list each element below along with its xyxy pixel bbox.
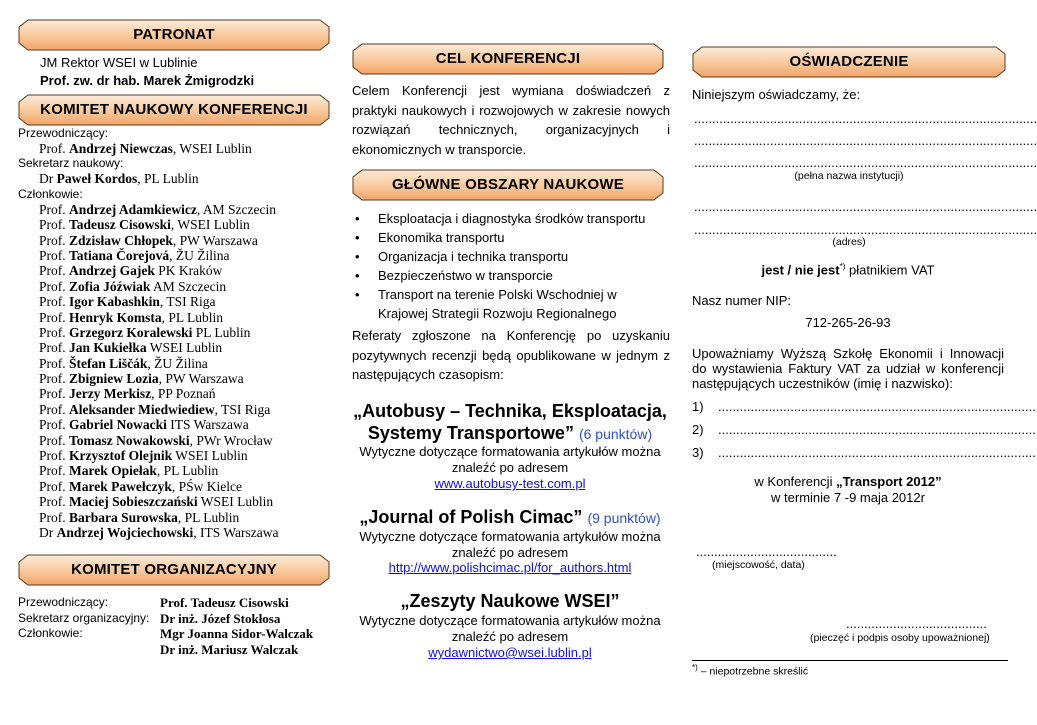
- signature-field[interactable]: .......................................: [846, 616, 987, 631]
- journal-link[interactable]: www.autobusy-test.com.pl: [434, 476, 586, 491]
- member-name: Andrzej Adamkiewicz: [69, 201, 197, 217]
- przewodniczacy-label: Przewodniczący:: [18, 126, 109, 140]
- cel-text: Celem Konferencji jest wymiana doświadczeń z praktyki naukowych i rozwojowych w zakresie nowych rozwiązań technicznych, organizacyjnych i ekonomicznych w transporcie.: [352, 83, 670, 157]
- member-affiliation: , TSI Riga: [159, 294, 216, 310]
- member-affiliation: , WSEI Lublin: [172, 141, 252, 156]
- member-prefix: Prof.: [39, 355, 69, 371]
- konferencja-name: „Transport 2012”: [836, 474, 942, 489]
- member-row: [18, 371, 338, 386]
- member-row: [18, 494, 338, 509]
- member-name: Gabriel Nowacki: [69, 417, 167, 433]
- member-name: Jan Kukiełka: [69, 340, 147, 356]
- member-name: Grzegorz Koralewski: [69, 324, 193, 340]
- member-prefix: Prof.: [39, 309, 69, 325]
- member-affiliation: , PP Poznań: [151, 386, 216, 402]
- member-row: [18, 279, 338, 294]
- nip-value: 712-265-26-93: [805, 315, 891, 330]
- member-name: Barbara Surowska: [69, 509, 178, 525]
- upowazniamy-text: Upoważniamy Wyższą Szkołę Ekonomii i Innowacji do wystawienia Faktury VAT za udział w konferencji następujących uczestników (imię i nazwisko):: [692, 346, 1004, 391]
- member-affiliation: , PL Lublin: [161, 309, 224, 325]
- list-item: [352, 228, 672, 247]
- patronat-title: PATRONAT: [133, 26, 215, 43]
- member-prefix: Prof.: [39, 232, 69, 248]
- sekretarz-member: [18, 171, 338, 186]
- member-prefix: Prof.: [39, 386, 69, 402]
- participant-number: 1): [692, 399, 704, 414]
- member-name: Henryk Komsta: [69, 309, 162, 325]
- member-row: [18, 356, 338, 371]
- journal-title: [345, 506, 675, 529]
- org-row: [18, 595, 338, 611]
- list-item-text: Transport na terenie Polski Wschodniej w Krajowej Strategii Rozwoju Regionalnego: [378, 287, 617, 321]
- member-prefix: Prof.: [39, 448, 69, 464]
- member-affiliation: WSEI Lublin: [172, 448, 248, 464]
- place-date-field[interactable]: .......................................: [696, 544, 837, 559]
- vat-status: [692, 262, 1004, 277]
- bullet-icon: •: [355, 268, 360, 283]
- member-row: [18, 217, 338, 232]
- komitet-org-list: [18, 595, 338, 657]
- org-row: [18, 642, 338, 658]
- cel-title: CEL KONFERENCJI: [435, 50, 581, 67]
- member-row: [18, 525, 338, 540]
- institution-line-1[interactable]: ...............................................................................................: [694, 111, 1037, 126]
- journal-name: „Journal of Polish Cimac”: [359, 507, 583, 527]
- member-row: [18, 386, 338, 401]
- member-name: Marek Pawełczyk: [69, 478, 172, 494]
- member-prefix: Prof.: [39, 401, 69, 417]
- member-affiliation: AM Szczecin: [150, 278, 227, 294]
- member-prefix: Prof.: [39, 509, 69, 525]
- komitet-naukowy-title: KOMITET NAUKOWY KONFERENCJI: [40, 101, 308, 118]
- member-name: Paweł Kordos: [56, 171, 138, 187]
- member-row: [18, 402, 338, 417]
- member-name: Jerzy Merkisz: [69, 386, 152, 402]
- list-item-text: Ekonomika transportu: [378, 230, 505, 245]
- obszary-list: [352, 209, 672, 323]
- signature-label: (pieczęć i podpis osoby upoważnionej): [810, 632, 990, 644]
- member-name: Andrzej Gajek: [69, 263, 155, 279]
- referaty-text: Referaty zgłoszone na Konferencję po uzyskaniu pozytywnych recenzji będą opublikowane w jednym z następujących czasopism:: [352, 328, 670, 382]
- participant-row: [692, 399, 1036, 414]
- member-name: Zdzisław Chłopek: [69, 232, 173, 248]
- komitet-naukowy-list: [18, 126, 338, 540]
- member-affiliation: , PL Lublin: [137, 171, 199, 187]
- termin-line: w terminie 7 -9 maja 2012r: [771, 490, 925, 505]
- member-name: Marek Opiełak: [69, 463, 157, 479]
- komitet-org-title: KOMITET ORGANIZACYJNY: [71, 561, 277, 578]
- member-name: Tatiana Čorejová: [69, 247, 170, 263]
- member-name: Tadeusz Cisowski: [69, 217, 171, 233]
- member-name: Aleksander Miedwiediew: [69, 401, 215, 417]
- sekretarz-label: Sekretarz naukowy:: [18, 156, 124, 171]
- members-list: [18, 202, 338, 541]
- oswiadczenie-intro: Niniejszym oświadczamy, że:: [692, 87, 861, 102]
- member-name: Andrzej Niewczas: [69, 141, 173, 156]
- participant-row: [692, 445, 1036, 460]
- footnote: [692, 663, 808, 678]
- member-affiliation: , PL Lublin: [156, 463, 219, 479]
- footnote-divider: [692, 660, 1008, 661]
- member-row: [18, 263, 338, 278]
- list-item: [352, 247, 672, 266]
- member-affiliation: , PL Lublin: [177, 509, 240, 525]
- member-affiliation: , AM Szczecin: [196, 201, 276, 217]
- patronat-line2: Prof. zw. dr hab. Marek Żmigrodzki: [40, 73, 255, 88]
- journal-guide: Wytyczne dotyczące formatowania artykułów można znaleźć po adresem: [359, 444, 661, 475]
- member-name: Tomasz Nowakowski: [69, 432, 190, 448]
- czlonkowie-label: Członkowie:: [18, 186, 83, 201]
- journal-title: [345, 590, 675, 612]
- member-affiliation: , WSEI Lublin: [170, 217, 250, 233]
- journal-guide: Wytyczne dotyczące formatowania artykułów można znaleźć po adresem: [359, 613, 661, 644]
- participant-number: 2): [692, 422, 704, 437]
- member-name: Zbigniew Lozia: [69, 371, 159, 387]
- member-affiliation: PK Kraków: [154, 263, 223, 279]
- place-date-label: (miejscowość, data): [712, 559, 805, 571]
- member-row: [18, 510, 338, 525]
- member-row: [18, 310, 338, 325]
- bullet-icon: •: [355, 211, 360, 226]
- org-name: Dr inż. Józef Stokłosa: [160, 610, 281, 626]
- participant-field[interactable]: ........................................................................................: [718, 399, 1036, 414]
- participant-field[interactable]: ........................................................................................: [718, 445, 1036, 460]
- list-item-text: Bezpieczeństwo w transporcie: [378, 268, 553, 283]
- member-prefix: Prof.: [39, 432, 69, 448]
- vat-option[interactable]: jest / nie jest: [761, 262, 840, 278]
- org-label: Sekretarz organizacyjny:: [18, 610, 150, 625]
- obszary-banner: [352, 169, 664, 201]
- footnote-text: – niepotrzebne skreślić: [697, 665, 809, 678]
- member-prefix: Dr: [39, 524, 57, 540]
- member-affiliation: ITS Warszawa: [166, 417, 249, 433]
- member-prefix: Prof.: [39, 247, 69, 263]
- vat-footnote-mark: *): [839, 262, 846, 271]
- participant-field[interactable]: ........................................................................................: [718, 422, 1036, 437]
- org-name: Mgr Joanna Sidor-Walczak: [160, 626, 314, 641]
- member-name: Maciej Sobieszczański: [69, 494, 198, 510]
- komitet-naukowy-banner: [18, 94, 330, 126]
- address-line-2[interactable]: ...............................................................................................: [694, 222, 1037, 237]
- journal-name: „Autobusy – Technika, Eksploatacja, Systemy Transportowe”: [353, 401, 667, 443]
- member-prefix: Dr: [39, 171, 57, 187]
- journal-points: (9 punktów): [587, 510, 661, 526]
- obszary-title: GŁÓWNE OBSZARY NAUKOWE: [392, 176, 624, 193]
- member-row: [18, 325, 338, 340]
- bullet-icon: •: [355, 249, 360, 264]
- journal-link[interactable]: wydawnictwo@wsei.lublin.pl: [428, 645, 592, 660]
- member-prefix: Prof.: [39, 294, 69, 310]
- member-name: Krzysztof Olejnik: [69, 448, 173, 464]
- member-affiliation: , PŚw Kielce: [171, 478, 242, 494]
- member-affiliation: , PWr Wrocław: [189, 432, 273, 448]
- journal-guide: Wytyczne dotyczące formatowania artykułów można znaleźć po adresem: [359, 529, 661, 560]
- list-item: [352, 209, 672, 228]
- patronat-banner: [18, 19, 330, 51]
- member-prefix: Prof.: [39, 263, 69, 279]
- footnote-mark: *): [692, 663, 698, 672]
- org-name: Dr inż. Mariusz Walczak: [160, 641, 299, 657]
- participant-row: [692, 422, 1036, 437]
- member-name: Zofia Jóźwiak: [69, 278, 151, 294]
- member-prefix: Prof.: [39, 478, 69, 494]
- member-affiliation: , TSI Riga: [214, 401, 271, 417]
- member-prefix: Prof.: [39, 463, 69, 479]
- member-prefix: Prof.: [39, 141, 69, 156]
- member-prefix: Prof.: [39, 494, 69, 510]
- oswiadczenie-banner: [692, 46, 1006, 78]
- vat-rest: płatnikiem VAT: [845, 262, 935, 278]
- org-row: [18, 626, 338, 642]
- org-label: Członkowie:: [18, 626, 83, 640]
- member-row: [18, 248, 338, 263]
- member-affiliation: , ŽU Žilina: [147, 355, 208, 371]
- member-prefix: Prof.: [39, 201, 69, 217]
- org-name: Prof. Tadeusz Cisowski: [160, 595, 289, 610]
- participant-number: 3): [692, 445, 704, 460]
- member-affiliation: WSEI Lublin: [197, 494, 274, 510]
- patronat-line1: JM Rektor WSEI w Lublinie: [40, 55, 198, 70]
- member-prefix: Prof.: [39, 371, 69, 387]
- konferencja-pre: w Konferencji: [754, 474, 837, 489]
- member-row: [18, 294, 338, 309]
- member-name: Igor Kabashkin: [69, 294, 160, 310]
- member-row: [18, 479, 338, 494]
- member-affiliation: WSEI Lublin: [146, 340, 223, 356]
- list-item-text: Eksploatacja i diagnostyka środków transportu: [378, 211, 646, 226]
- member-row: [18, 233, 338, 248]
- member-affiliation: , PW Warszawa: [172, 232, 258, 248]
- org-row: [18, 611, 338, 627]
- bullet-icon: •: [355, 287, 360, 302]
- member-row: [18, 463, 338, 478]
- cel-banner: [352, 43, 664, 75]
- oswiadczenie-title: OŚWIADCZENIE: [789, 53, 909, 70]
- bullet-icon: •: [355, 230, 360, 245]
- komitet-org-banner: [18, 554, 330, 586]
- member-row: [18, 202, 338, 217]
- member-name: Andrzej Wojciechowski: [56, 524, 194, 540]
- member-prefix: Prof.: [39, 324, 69, 340]
- member-prefix: Prof.: [39, 417, 69, 433]
- list-item: [352, 266, 672, 285]
- member-affiliation: PL Lublin: [192, 324, 251, 340]
- pelna-nazwa-label: (pełna nazwa instytucji): [794, 170, 904, 182]
- member-row: [18, 433, 338, 448]
- member-affiliation: , PW Warszawa: [158, 371, 244, 387]
- journal-points: (6 punktów): [578, 426, 653, 442]
- member-affiliation: , ŽU Žilina: [169, 247, 230, 263]
- address-line-1[interactable]: ...............................................................................................: [694, 199, 1037, 214]
- institution-line-2[interactable]: ...............................................................................................: [694, 133, 1037, 148]
- member-prefix: Prof.: [39, 217, 69, 233]
- list-item: [352, 285, 672, 323]
- member-prefix: Prof.: [39, 340, 69, 356]
- member-name: Štefan Liščák: [69, 355, 148, 371]
- member-affiliation: , ITS Warszawa: [193, 524, 279, 540]
- konferencja-line: [692, 474, 1004, 489]
- list-item-text: Organizacja i technika transportu: [378, 249, 569, 264]
- member-row: [18, 340, 338, 355]
- nip-label: Nasz numer NIP:: [692, 293, 791, 308]
- member-row: [18, 417, 338, 432]
- institution-line-3[interactable]: ...............................................................................................: [694, 155, 1037, 170]
- adres-label: (adres): [832, 236, 866, 248]
- journal-name: „Zeszyty Naukowe WSEI”: [400, 591, 620, 611]
- member-row: [18, 448, 338, 463]
- org-label: Przewodniczący:: [18, 595, 109, 609]
- member-prefix: Prof.: [39, 278, 69, 294]
- journal-link[interactable]: http://www.polishcimac.pl/for_authors.html: [388, 560, 632, 575]
- journal-title: [345, 400, 675, 445]
- przewodniczacy-member: [18, 141, 338, 156]
